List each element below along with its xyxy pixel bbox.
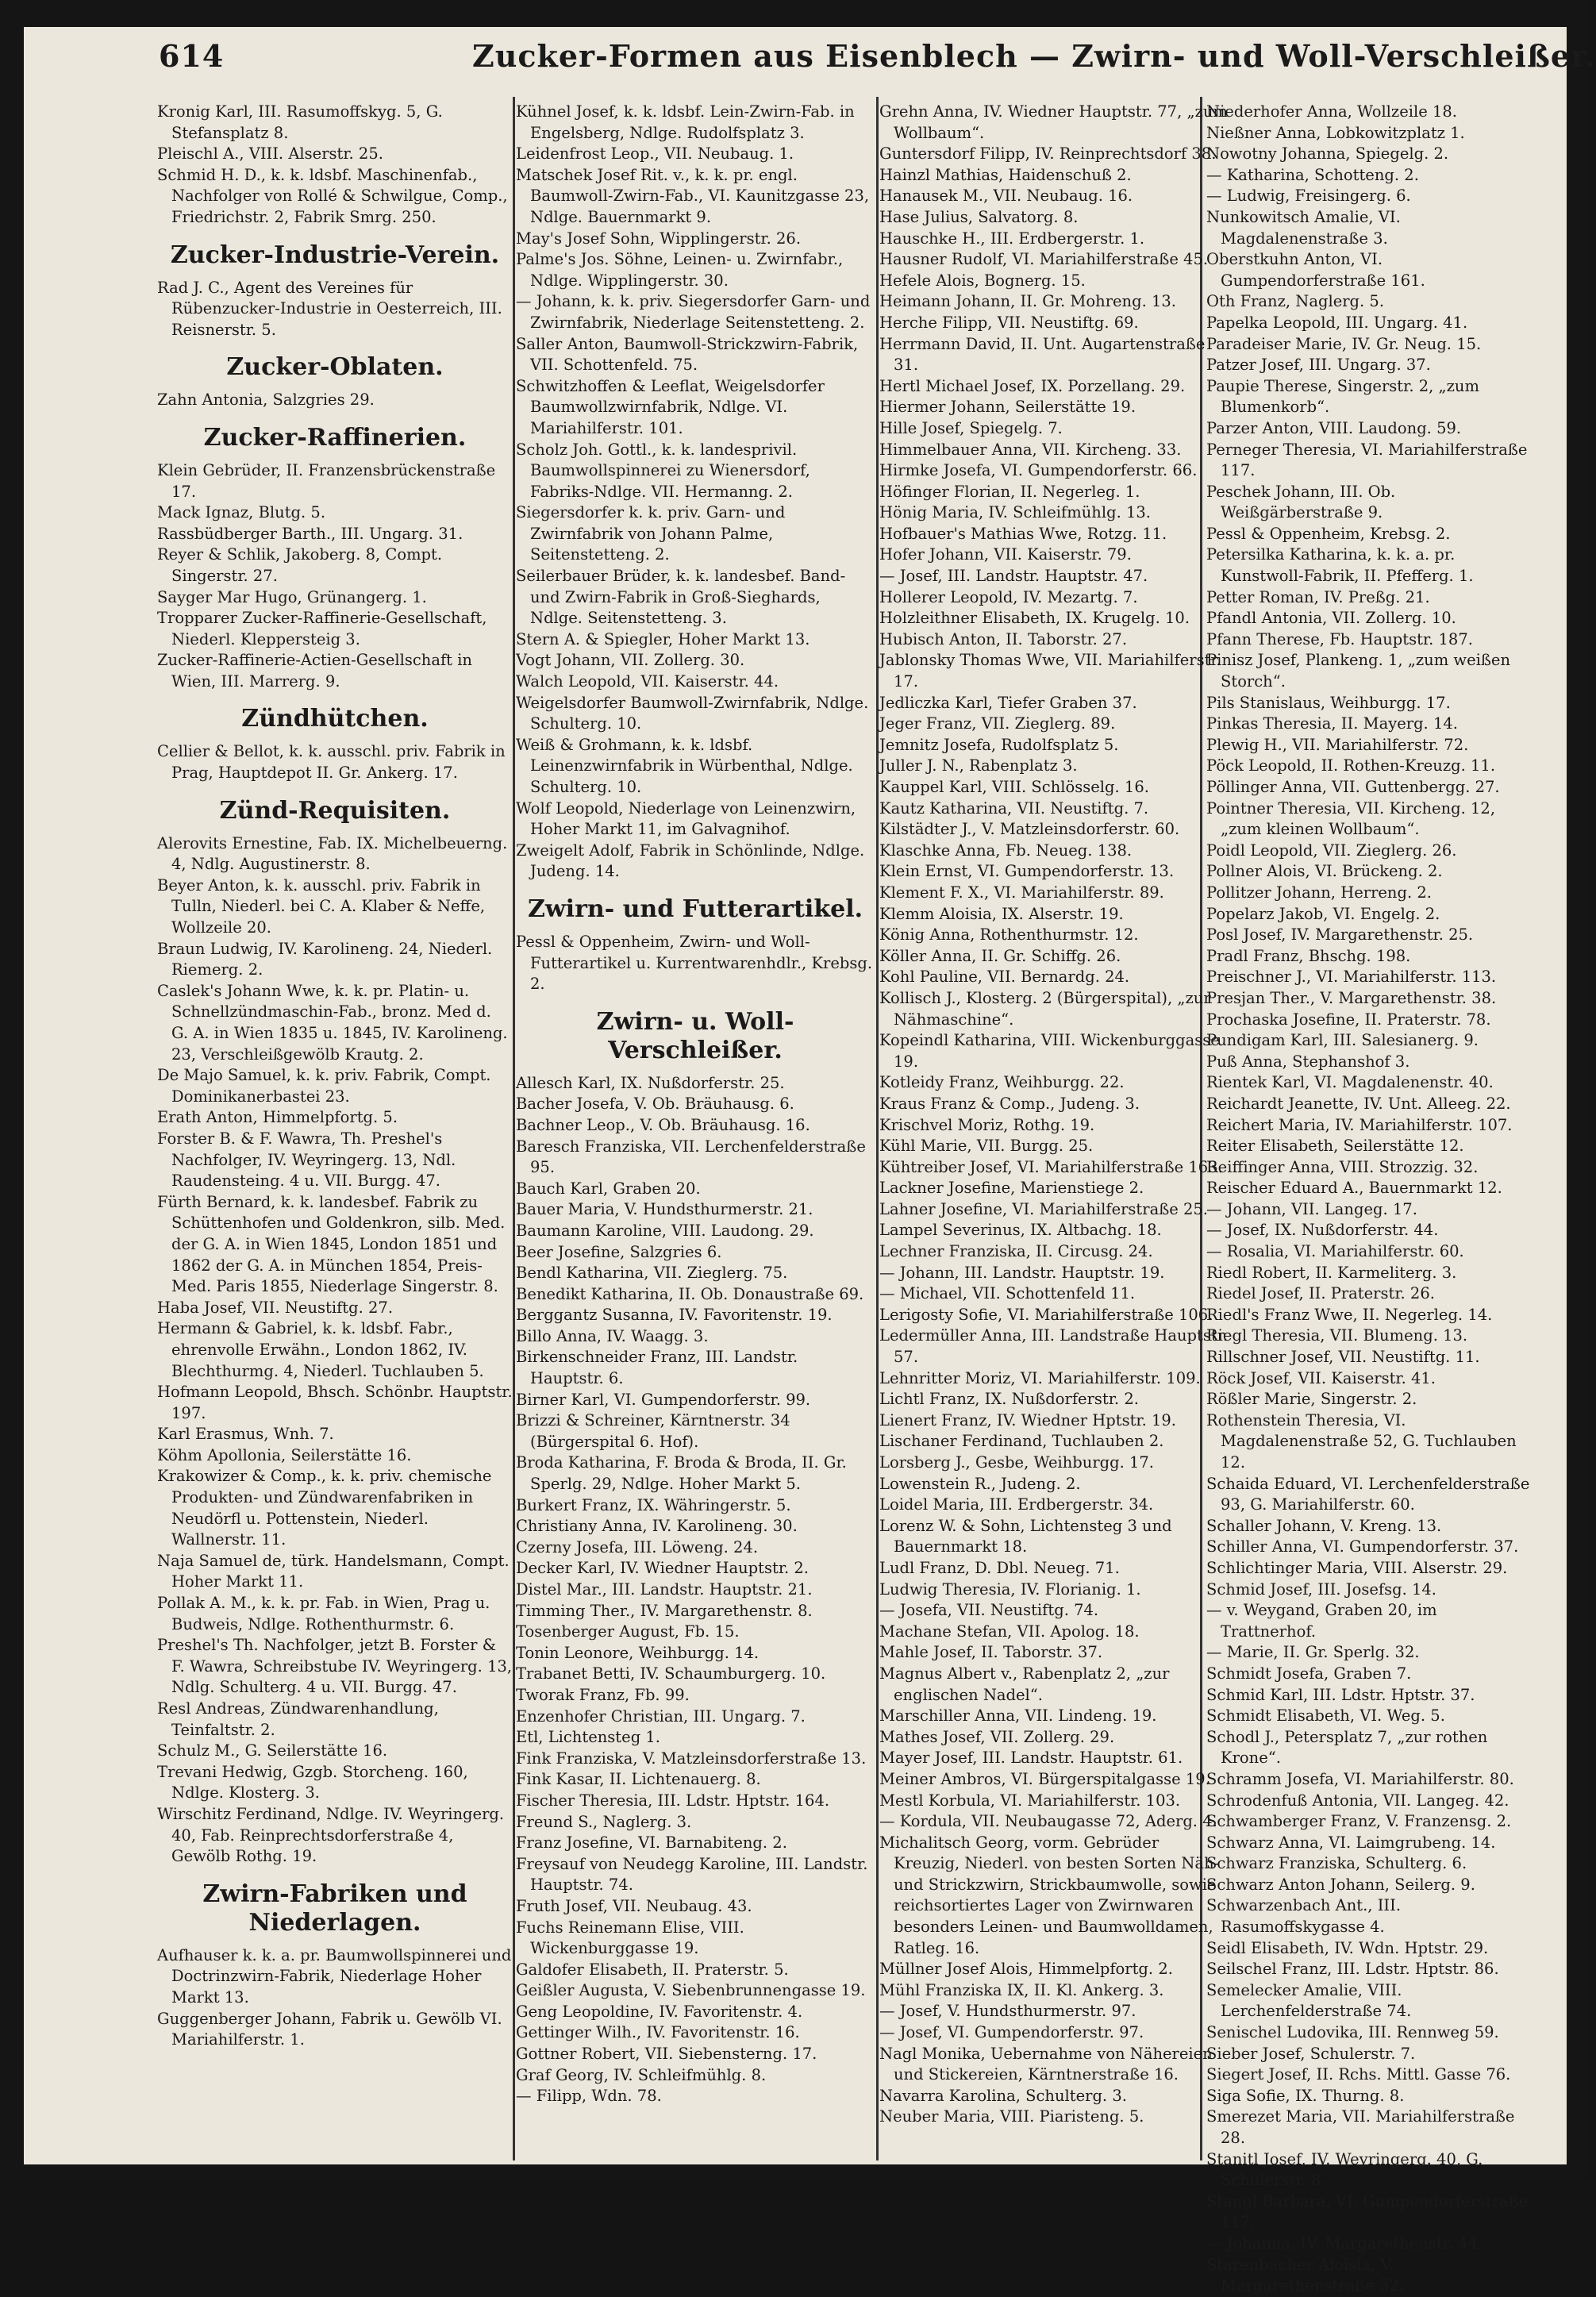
directory-entry: Kühl Marie, VII. Burgg. 25. [879, 1137, 1094, 1156]
directory-entry: Karl Erasmus, Wnh. 7. [157, 1425, 334, 1444]
directory-entry: Stern A. & Spiegler, Hoher Markt 13. [516, 629, 810, 648]
directory-entry: Hausner Rudolf, VI. Mariahilferstraße 45. [879, 250, 1209, 269]
page-header [159, 38, 1596, 83]
directory-entry: — Rosalia, VI. Mariahilferstr. 60. [1206, 1242, 1464, 1261]
directory-entry: Gottner Robert, VII. Siebensterng. 17. [516, 2045, 817, 2064]
directory-entry: Kautz Katharina, VII. Neustiftg. 7. [879, 798, 1149, 818]
directory-entry: Röck Josef, VII. Kaiserstr. 41. [1206, 1368, 1436, 1387]
directory-entry: Schlichtinger Maria, VIII. Alserstr. 29. [1206, 1558, 1508, 1577]
directory-entry: Hanausek M., VII. Neubaug. 16. [879, 187, 1133, 206]
directory-entry: Broda Katharina, F. Broda & Broda, II. Gr. Sperlg. 29, Ndlge. Hoher Markt 5. [516, 1453, 847, 1494]
directory-entry: Pointner Theresia, VII. Kircheng. 12, „zum kleinen Wollbaum“. [1206, 798, 1496, 839]
directory-entry: Riedl Robert, II. Karmeliterg. 3. [1206, 1263, 1457, 1282]
running-title: Zucker-Formen aus Eisenblech — Zwirn- und Woll-Verschleißer. [472, 38, 1596, 74]
directory-entry: Jablonsky Thomas Wwe, VII. Mariahilferstr. 17. [879, 651, 1221, 691]
directory-entry: Reiter Elisabeth, Seilerstätte 12. [1206, 1137, 1464, 1156]
directory-entry: Kraus Franz & Comp., Judeng. 3. [879, 1094, 1140, 1113]
directory-entry: Rothenstein Theresia, VI. Magdalenenstraße 52, G. Tuchlauben 12. [1206, 1410, 1517, 1472]
directory-entry: Holzleithner Elisabeth, IX. Krugelg. 10. [879, 609, 1190, 628]
directory-entry: Lackner Josefine, Marienstiege 2. [879, 1179, 1144, 1198]
directory-entry: Kühtreiber Josef, VI. Mariahilferstraße 163. [879, 1157, 1223, 1176]
directory-entry: Pinkas Theresia, II. Mayerg. 14. [1206, 714, 1458, 733]
directory-entry: — Kordula, VII. Neubaugasse 72, Aderg. 4. [879, 1812, 1217, 1831]
directory-entry: Heimann Johann, II. Gr. Mohreng. 13. [879, 292, 1177, 311]
directory-entry: Krakowizer & Comp., k. k. priv. chemische Produkten- und Zündwarenfabriken in Neudörfl u. Pottenstein, Niederl. Wallnerstr. 11. [157, 1467, 492, 1549]
directory-entry: Plewig H., VII. Mariahilferstr. 72. [1206, 735, 1469, 754]
directory-entry: Birner Karl, VI. Gumpendorferstr. 99. [516, 1390, 811, 1409]
directory-entry: — Filipp, Wdn. 78. [516, 2087, 662, 2106]
directory-entry: Rientek Karl, VI. Magdalenenstr. 40. [1206, 1073, 1494, 1092]
directory-entry: Riegl Theresia, VII. Blumeng. 13. [1206, 1326, 1468, 1345]
directory-entry: Parzer Anton, VIII. Laudong. 59. [1206, 418, 1462, 437]
directory-entry: Senischel Ludovika, III. Rennweg 59. [1206, 2023, 1499, 2042]
directory-entry: König Anna, Rothenthurmstr. 12. [879, 925, 1139, 945]
directory-entry: Pils Stanislaus, Weihburgg. 17. [1206, 693, 1451, 712]
directory-entry: Fischer Theresia, III. Ldstr. Hptstr. 164. [516, 1791, 830, 1810]
directory-entry: Ledermüller Anna, III. Landstraße Hauptstr. 57. [879, 1326, 1229, 1367]
directory-entry: Poidl Leopold, VII. Zieglerg. 26. [1206, 841, 1457, 860]
directory-entry: Reichert Maria, IV. Mariahilferstr. 107. [1206, 1115, 1513, 1134]
directory-entry: Trevani Hedwig, Gzgb. Storcheng. 160, Ndlge. Klosterg. 3. [157, 1762, 468, 1803]
directory-entry: Galdofer Elisabeth, II. Praterstr. 5. [516, 1960, 789, 1979]
directory-entry: Seilerbauer Brüder, k. k. landesbef. Band- und Zwirn-Fabrik in Groß-Sieghards, Ndlge. Seitenstetteng. 3. [516, 567, 846, 628]
directory-entry: Klaschke Anna, Fb. Neueg. 138. [879, 841, 1133, 860]
directory-entry: Trabanet Betti, IV. Schaumburgerg. 10. [516, 1664, 826, 1683]
directory-entry: Zahn Antonia, Salzgries 29. [157, 391, 375, 410]
directory-entry: Sieber Josef, Schulerstr. 7. [1206, 2044, 1416, 2063]
directory-entry: Hiermer Johann, Seilerstätte 19. [879, 398, 1136, 417]
directory-entry: Nießner Anna, Lobkowitzplatz 1. [1206, 123, 1465, 142]
directory-entry: Reichardt Jeanette, IV. Unt. Alleeg. 22. [1206, 1094, 1511, 1113]
directory-entry: Kotleidy Franz, Weihburgg. 22. [879, 1073, 1125, 1092]
directory-entry: Pollner Alois, VI. Brückeng. 2. [1206, 862, 1443, 881]
directory-entry: Vogt Johann, VII. Zollerg. 30. [516, 651, 745, 670]
directory-entry: Graf Georg, IV. Schleifmühlg. 8. [516, 2065, 767, 2084]
directory-entry: Juller J. N., Rabenplatz 3. [879, 756, 1078, 775]
directory-entry: Seidl Elisabeth, IV. Wdn. Hptstr. 29. [1206, 1938, 1489, 1957]
directory-entry: Baresch Franziska, VII. Lerchenfelderstraße 95. [516, 1137, 866, 1177]
directory-entry: Timming Ther., IV. Margarethenstr. 8. [516, 1601, 813, 1620]
directory-entry: Mahle Josef, II. Taborstr. 37. [879, 1643, 1103, 1662]
directory-entry: Wolf Leopold, Niederlage von Leinenzwirn, Hoher Markt 11, im Galvagnihof. [516, 798, 856, 839]
column-divider [513, 97, 515, 2160]
directory-entry: Rößler Marie, Singerstr. 2. [1206, 1390, 1417, 1409]
directory-entry: Peschek Johann, III. Ob. Weißgärberstraße 9. [1206, 482, 1396, 522]
directory-entry: Aufhauser k. k. a. pr. Baumwollspinnerei und Doctrinzwirn-Fabrik, Niederlage Hoher Markt 13. [157, 1945, 512, 2007]
directory-entry: Schaida Eduard, VI. Lerchenfelderstraße 93, G. Mariahilferstr. 60. [1206, 1474, 1530, 1514]
directory-entry: Mestl Korbula, VI. Mariahilferstr. 103. [879, 1791, 1181, 1810]
directory-entry: Lorsberg J., Gesbe, Weihburgg. 17. [879, 1453, 1155, 1472]
directory-entry: Rassbüdberger Barth., III. Ungarg. 31. [157, 524, 463, 543]
directory-entry: Kühnel Josef, k. k. ldsbf. Lein-Zwirn-Fab. in Engelsberg, Ndlge. Rudolfsplatz 3. [516, 102, 855, 142]
directory-entry: Kronig Karl, III. Rasumoffskyg. 5, G. Stefansplatz 8. [157, 102, 443, 142]
directory-entry: Hille Josef, Spiegelg. 7. [879, 418, 1063, 437]
directory-entry: — Josefa, VII. Neustiftg. 74. [879, 1601, 1099, 1620]
directory-entry: Bauer Maria, V. Hundsthurmerstr. 21. [516, 1200, 813, 1219]
section-heading: Zwirn-Fabriken und Niederlagen. [202, 1880, 467, 1937]
directory-entry: Höfinger Florian, II. Negerleg. 1. [879, 482, 1140, 501]
directory-entry: Czerny Josefa, III. Löweng. 24. [516, 1537, 759, 1556]
directory-entry: Lowenstein R., Judeng. 2. [879, 1474, 1081, 1493]
directory-entry: Semelecker Amalie, VIII. Lerchenfelderstraße 74. [1206, 1980, 1412, 2021]
directory-entry: Sayger Mar Hugo, Grünangerg. 1. [157, 587, 427, 606]
directory-entry: Kohl Pauline, VII. Bernardg. 24. [879, 968, 1130, 987]
directory-entry: Hefele Alois, Bognerg. 15. [879, 271, 1086, 290]
directory-entry: Köhm Apollonia, Seilerstätte 16. [157, 1445, 412, 1464]
directory-entry: Machane Stefan, VII. Apolog. 18. [879, 1622, 1140, 1641]
directory-entry: Schmid Josef, III. Josefsg. 14. [1206, 1579, 1436, 1599]
directory-entry: Beer Josefine, Salzgries 6. [516, 1242, 722, 1261]
directory-entry: Benedikt Katharina, II. Ob. Donaustraße 69. [516, 1284, 864, 1303]
directory-entry: Saller Anton, Baumwoll-Strickzwirn-Fabrik, VII. Schottenfeld. 75. [516, 334, 859, 375]
directory-entry: Fink Franziska, V. Matzleinsdorferstraße 13. [516, 1749, 867, 1768]
directory-entry: Navarra Karolina, Schulterg. 3. [879, 2086, 1127, 2105]
directory-entry: Scholz Joh. Gottl., k. k. landesprivil. Baumwollspinnerei zu Wienersdorf, Fabriks-Ndlge. VII. Hermanng. 2. [516, 440, 810, 501]
directory-entry: Pessl & Oppenheim, Krebsg. 2. [1206, 524, 1451, 543]
column-4 [1206, 102, 1536, 2295]
directory-entry: Matschek Josef Rit. v., k. k. pr. engl. Baumwoll-Zwirn-Fab., VI. Kaunitzgasse 23, Ndlge. Bauernmarkt 9. [516, 165, 870, 226]
directory-entry: Starenbacher Aloisia, V. Margarethenstraße 52. [1206, 2255, 1404, 2295]
directory-entry: Schwarz Franziska, Schulterg. 6. [1206, 1854, 1467, 1873]
directory-entry: Hofer Johann, VII. Kaiserstr. 79. [879, 545, 1132, 564]
directory-entry: — Johann, k. k. priv. Siegersdorfer Garn- und Zwirnfabrik, Niederlage Seitenstetteng. 2. [516, 292, 871, 332]
directory-entry: Allesch Karl, IX. Nußdorferstr. 25. [516, 1073, 785, 1092]
directory-entry: Brizzi & Schreiner, Kärntnerstr. 34 (Bürgerspital 6. Hof). [516, 1411, 790, 1451]
directory-entry: — Josef, VI. Gumpendorferstr. 97. [879, 2023, 1144, 2042]
directory-entry: Schrodenfuß Antonia, VII. Langeg. 42. [1206, 1791, 1509, 1810]
directory-entry: Pessl & Oppenheim, Zwirn- und Woll-Futterartikel u. Kurrentwarenhdlr., Krebsg. 2. [516, 932, 873, 994]
directory-entry: Reiffinger Anna, VIII. Strozzig. 32. [1206, 1157, 1479, 1176]
directory-entry: Tworak Franz, Fb. 99. [516, 1685, 690, 1704]
directory-entry: Prochaska Josefine, II. Praterstr. 78. [1206, 1010, 1491, 1029]
directory-entry: Wirschitz Ferdinand, Ndlge. IV. Weyringerg. 40, Fab. Reinprechtsdorferstraße 4, Gewölb Rothg. 19. [157, 1804, 505, 1866]
directory-entry: Hönig Maria, IV. Schleifmühlg. 13. [879, 503, 1151, 522]
directory-entry: Kilstädter J., V. Matzleinsdorferstr. 60. [879, 820, 1180, 839]
directory-entry: Schiller Anna, VI. Gumpendorferstr. 37. [1206, 1537, 1519, 1556]
directory-entry: Marschiller Anna, VII. Lindeng. 19. [879, 1706, 1157, 1726]
directory-entry: Beyer Anton, k. k. ausschl. priv. Fabrik in Tulln, Niederl. bei C. A. Klaber & Neffe, Wollzeile 20. [157, 875, 486, 937]
section-heading: Zwirn- u. Woll-Verschleißer. [596, 1007, 794, 1064]
directory-entry: Müllner Josef Alois, Himmelpfortg. 2. [879, 1960, 1173, 1979]
directory-entry: Kauppel Karl, VIII. Schlösselg. 16. [879, 778, 1149, 796]
directory-entry: Leidenfrost Leop., VII. Neubaug. 1. [516, 144, 794, 164]
directory-entry: Nunkowitsch Amalie, VI. Magdalenenstraße 3. [1206, 207, 1401, 248]
directory-entry: Hofbauer's Mathias Wwe, Rotzg. 11. [879, 524, 1167, 543]
directory-entry: Himmelbauer Anna, VII. Kircheng. 33. [879, 440, 1182, 459]
directory-entry: Zweigelt Adolf, Fabrik in Schönlinde, Ndlge. Judeng. 14. [516, 841, 865, 881]
directory-entry: Petersilka Katharina, k. k. a. pr. Kunstwoll-Fabrik, II. Pfefferg. 1. [1206, 545, 1474, 586]
directory-entry: Schmid H. D., k. k. ldsbf. Maschinenfab., Nachfolger von Rollé & Schwilgue, Comp., Friedrichstr. 2, Fabrik Smrg. 250. [157, 165, 508, 226]
directory-entry: Presjan Ther., V. Margarethenstr. 38. [1206, 988, 1497, 1007]
directory-entry: Lahner Josefine, VI. Mariahilferstraße 25. [879, 1199, 1208, 1218]
directory-entry: Baumann Karoline, VIII. Laudong. 29. [516, 1221, 814, 1240]
directory-entry: Birkenschneider Franz, III. Landstr. Hauptstr. 6. [516, 1348, 798, 1388]
directory-entry: De Majo Samuel, k. k. priv. Fabrik, Compt. Dominikanerbastei 23. [157, 1066, 491, 1106]
directory-entry: Petter Roman, IV. Preßg. 21. [1206, 587, 1430, 606]
directory-entry: Hollerer Leopold, IV. Mezartg. 7. [879, 587, 1138, 606]
directory-entry: Zucker-Raffinerie-Actien-Gesellschaft in Wien, III. Marrerg. 9. [157, 651, 472, 691]
directory-entry: — Josef, V. Hundsthurmerstr. 97. [879, 2002, 1136, 2021]
directory-entry: Enzenhofer Christian, III. Ungarg. 7. [516, 1706, 806, 1726]
column-2 [516, 102, 875, 2153]
directory-entry: Schwitzhoffen & Leeflat, Weigelsdorfer Baumwollzwirnfabrik, Ndlge. VI. Mariahilferstr. 101. [516, 376, 825, 437]
column-divider [876, 97, 879, 2160]
directory-entry: Schaller Johann, V. Kreng. 13. [1206, 1516, 1442, 1535]
directory-entry: Etl, Lichtensteg 1. [516, 1728, 660, 1747]
directory-entry: — Johanna, IV. Margarethenstr. 44. [1206, 2234, 1483, 2253]
directory-entry: Guggenberger Johann, Fabrik u. Gewölb VI. Mariahilferstr. 1. [157, 2009, 502, 2049]
directory-entry: Decker Karl, IV. Wiedner Hauptstr. 2. [516, 1559, 810, 1578]
directory-entry: Paupie Therese, Singerstr. 2, „zum Blumenkorb“. [1206, 376, 1479, 417]
directory-entry: Pöllinger Anna, VII. Guttenbergg. 27. [1206, 778, 1500, 796]
directory-entry: Niederhofer Anna, Wollzeile 18. [1206, 102, 1457, 121]
directory-entry: Pfann Therese, Fb. Hauptstr. 187. [1206, 629, 1473, 648]
directory-entry: Mathes Josef, VII. Zollerg. 29. [879, 1727, 1115, 1746]
directory-entry: Loidel Maria, III. Erdbergerstr. 34. [879, 1495, 1154, 1514]
directory-entry: Michalitsch Georg, vorm. Gebrüder Kreuzig, Niederl. von besten Sorten Näh- und Strickzwirn, Strickbaumwolle, sowie reichsortiertes Lager von Zwirnwaren besonders Leinen- und Baumwolldamen, Ratleg. 16. [879, 1833, 1220, 1957]
directory-entry: Oberstkuhn Anton, VI. Gumpendorferstraße 161. [1206, 250, 1425, 290]
directory-entry: Ludl Franz, D. Dbl. Neueg. 71. [879, 1558, 1120, 1577]
section-heading: Zucker-Raffinerien. [203, 423, 467, 452]
directory-entry: Lehnritter Moriz, VI. Mariahilferstr. 109. [879, 1368, 1201, 1387]
directory-entry: Cellier & Bellot, k. k. ausschl. priv. Fabrik in Prag, Hauptdepot II. Gr. Ankerg. 17. [157, 742, 506, 783]
directory-entry: Resl Andreas, Zündwarenhandlung, Teinfaltstr. 2. [157, 1699, 439, 1739]
directory-entry: Pöck Leopold, II. Rothen-Kreuzg. 11. [1206, 756, 1496, 775]
directory-entry: Fruth Josef, VII. Neubaug. 43. [516, 1896, 752, 1915]
directory-entry: Franz Josefine, VI. Barnabiteng. 2. [516, 1833, 787, 1853]
directory-entry: Christiany Anna, IV. Karolineng. 30. [516, 1517, 798, 1536]
directory-entry: Siegert Josef, II. Rchs. Mittl. Gasse 76. [1206, 2065, 1511, 2084]
directory-entry: Freund S., Naglerg. 3. [516, 1812, 692, 1831]
directory-entry: Alerovits Ernestine, Fab. IX. Michelbeuerng. 4, Ndlg. Augustinerstr. 8. [157, 833, 508, 874]
column-1 [157, 102, 513, 2153]
directory-entry: Erath Anton, Himmelpfortg. 5. [157, 1108, 398, 1127]
directory-entry: Freysauf von Neudegg Karoline, III. Landstr. Hauptstr. 74. [516, 1854, 868, 1895]
directory-entry: Pollak A. M., k. k. pr. Fab. in Wien, Prag u. Budweis, Ndlge. Rothenthurmstr. 6. [157, 1594, 490, 1633]
directory-entry: Burkert Franz, IX. Währingerstr. 5. [516, 1495, 791, 1514]
directory-entry: Hase Julius, Salvatorg. 8. [879, 207, 1079, 226]
directory-entry: Lerigosty Sofie, VI. Mariahilferstraße 106. [879, 1305, 1213, 1324]
directory-entry: Weiß & Grohmann, k. k. ldsbf. Leinenzwirnfabrik in Würbenthal, Ndlge. Schulterg. 10. [516, 735, 853, 796]
directory-entry: Tosenberger August, Fb. 15. [516, 1622, 740, 1641]
directory-entry: Schulz M., G. Seilerstätte 16. [157, 1741, 388, 1760]
directory-entry: Gettinger Wilh., IV. Favoritenstr. 16. [516, 2023, 800, 2042]
directory-entry: Fink Kasar, II. Lichtenauerg. 8. [516, 1770, 761, 1789]
directory-entry: Papelka Leopold, III. Ungarg. 41. [1206, 313, 1468, 332]
directory-entry: Popelarz Jakob, VI. Engelg. 2. [1206, 904, 1440, 923]
directory-entry: Geißler Augusta, V. Siebenbrunnengasse 19. [516, 1981, 866, 2000]
directory-entry: Siegersdorfer k. k. priv. Garn- und Zwirnfabrik von Johann Palme, Seitenstetteng. 2. [516, 503, 786, 564]
directory-entry: Hainzl Mathias, Haidenschuß 2. [879, 165, 1132, 184]
directory-entry: Lischaner Ferdinand, Tuchlauben 2. [879, 1432, 1164, 1451]
directory-entry: Mack Ignaz, Blutg. 5. [157, 503, 326, 522]
directory-entry: Riedel Josef, II. Praterstr. 26. [1206, 1284, 1435, 1303]
directory-entry: Naja Samuel de, türk. Handelsmann, Compt. Hoher Markt 11. [157, 1551, 510, 1591]
directory-entry: Mühl Franziska IX, II. Kl. Ankerg. 3. [879, 1980, 1164, 1999]
directory-entry: Guntersdorf Filipp, IV. Reinprechtsdorf 38. [879, 144, 1217, 164]
directory-entry: Caslek's Johann Wwe, k. k. pr. Platin- u. Schnellzündmaschin-Fab., bronz. Med d. G. A. in Wien 1835 u. 1845, IV. Karolineng. 23, Verschleißgewölb Krautg. 2. [157, 981, 508, 1064]
directory-entry: — Michael, VII. Schottenfeld 11. [879, 1284, 1136, 1303]
directory-entry: Schmidt Josefa, Graben 7. [1206, 1664, 1412, 1683]
directory-entry: Fuchs Reinemann Elise, VIII. Wickenburggasse 19. [516, 1918, 744, 1958]
directory-entry: Hofmann Leopold, Bhsch. Schönbr. Hauptstr. 197. [157, 1383, 513, 1422]
directory-entry: Herche Filipp, VII. Neustiftg. 69. [879, 313, 1139, 332]
directory-entry: Pfandl Antonia, VII. Zollerg. 10. [1206, 609, 1456, 628]
directory-entry: Jedliczka Karl, Tiefer Graben 37. [879, 693, 1137, 712]
directory-entry: Billo Anna, IV. Waagg. 3. [516, 1326, 709, 1345]
directory-entry: Pinisz Josef, Plankeng. 1, „zum weißen Storch“. [1206, 651, 1511, 691]
directory-entry: Bachner Leop., V. Ob. Bräuhausg. 16. [516, 1115, 810, 1134]
directory-entry: Kopeindl Katharina, VIII. Wickenburggasse 19. [879, 1031, 1220, 1071]
directory-entry: Pleischl A., VIII. Alserstr. 25. [157, 144, 383, 164]
section-heading: Zucker-Industrie-Verein. [170, 240, 500, 269]
directory-entry: Hauschke H., III. Erdbergerstr. 1. [879, 229, 1145, 248]
section-heading: Zucker-Oblaten. [226, 353, 444, 382]
directory-entry: Stanitl Josef, IV. Weyringerg. 40, G. Schulerstr. 8. [1206, 2149, 1483, 2190]
directory-entry: Schwamberger Franz, V. Franzensg. 2. [1206, 1812, 1512, 1831]
directory-entry: Palme's Jos. Söhne, Leinen- u. Zwirnfabr., Ndlge. Wipplingerstr. 30. [516, 250, 844, 290]
directory-entry: Lechner Franziska, II. Circusg. 24. [879, 1242, 1153, 1261]
directory-entry: Lichtl Franz, IX. Nußdorferstr. 2. [879, 1390, 1139, 1409]
directory-entry: Geng Leopoldine, IV. Favoritenstr. 4. [516, 2002, 803, 2021]
section-heading: Zwirn- und Futterartikel. [527, 895, 863, 923]
directory-entry: Hirmke Josefa, VI. Gumpendorferstr. 66. [879, 461, 1198, 480]
directory-entry: Weigelsdorfer Baumwoll-Zwirnfabrik, Ndlge. Schulterg. 10. [516, 693, 869, 733]
directory-entry: Ludwig Theresia, IV. Florianig. 1. [879, 1579, 1141, 1599]
directory-entry: Siga Sofie, IX. Thurng. 8. [1206, 2086, 1405, 2105]
directory-entry: Bauch Karl, Graben 20. [516, 1179, 701, 1198]
directory-entry: — Ludwig, Freisingerg. 6. [1206, 187, 1411, 206]
directory-entry: — Johann, III. Landstr. Hauptstr. 19. [879, 1263, 1165, 1282]
directory-entry: Mayer Josef, III. Landstr. Hauptstr. 61. [879, 1749, 1183, 1768]
directory-entry: — Josef, IX. Nußdorferstr. 44. [1206, 1221, 1439, 1240]
directory-entry: Lorenz W. & Sohn, Lichtensteg 3 und Bauernmarkt 18. [879, 1516, 1172, 1556]
directory-entry: Lienert Franz, IV. Wiedner Hptstr. 19. [879, 1410, 1176, 1429]
directory-entry: Lampel Severinus, IX. Altbachg. 18. [879, 1221, 1162, 1240]
directory-entry: Tropparer Zucker-Raffinerie-Gesellschaft, Niederl. Kleppersteig 3. [157, 609, 487, 648]
directory-entry: Perneger Theresia, VI. Mariahilferstraße 117. [1206, 440, 1528, 480]
scan-border-top [0, 0, 1587, 27]
directory-entry: Klemm Aloisia, IX. Alserstr. 19. [879, 904, 1124, 923]
directory-entry: Neuber Maria, VIII. Piaristeng. 5. [879, 2107, 1144, 2126]
directory-entry: Bendl Katharina, VII. Zieglerg. 75. [516, 1264, 788, 1283]
section-heading: Zünd-Requisiten. [219, 796, 451, 825]
directory-entry: Nowotny Johanna, Spiegelg. 2. [1206, 144, 1449, 164]
directory-entry: — Johann, VII. Langeg. 17. [1206, 1199, 1417, 1218]
directory-entry: Fürth Bernard, k. k. landesbef. Fabrik zu Schüttenhofen und Goldenkron, silb. Med. der G. A. in Wien 1845, London 1851 und 1862 der G. A. in München 1854, Preis-Med. Paris 1855, Niederlage Singerstr. 8. [157, 1192, 506, 1296]
directory-entry: Kollisch J., Klosterg. 2 (Bürgerspital), „zur Nähmaschine“. [879, 988, 1211, 1029]
directory-entry: Haba Josef, VII. Neustiftg. 27. [157, 1298, 394, 1317]
directory-entry: Klein Ernst, VI. Gumpendorferstr. 13. [879, 862, 1175, 881]
directory-entry: Seilschel Franz, III. Ldstr. Hptstr. 86. [1206, 1960, 1499, 1979]
directory-entry: Magnus Albert v., Rabenplatz 2, „zur englischen Nadel“. [879, 1664, 1170, 1704]
directory-entry: Schwarz Anton Johann, Seilerg. 9. [1206, 1875, 1475, 1894]
directory-entry: Grehn Anna, IV. Wiedner Hauptstr. 77, „zum Wollbaum“. [879, 102, 1228, 142]
directory-entry: Pradl Franz, Bhschg. 198. [1206, 946, 1411, 965]
directory-entry: Krischvel Moriz, Rothg. 19. [879, 1115, 1095, 1134]
page-number: 614 [159, 38, 225, 74]
directory-entry: Schramm Josefa, VI. Mariahilferstr. 80. [1206, 1769, 1514, 1788]
directory-entry: Rillschner Josef, VII. Neustiftg. 11. [1206, 1348, 1480, 1367]
directory-entry: Distel Mar., III. Landstr. Hauptstr. 21. [516, 1580, 813, 1599]
directory-entry: — Josef, III. Landstr. Hauptstr. 47. [879, 567, 1148, 586]
section-heading: Zündhütchen. [241, 705, 429, 733]
directory-entry: Paradeiser Marie, IV. Gr. Neug. 15. [1206, 334, 1482, 353]
directory-entry: Rad J. C., Agent des Vereines für Rübenzucker-Industrie in Oesterreich, III. Reisnerstr. 5. [157, 278, 502, 339]
directory-entry: Jeger Franz, VII. Zieglerg. 89. [879, 714, 1116, 733]
directory-entry: Hubisch Anton, II. Taborstr. 27. [879, 629, 1128, 648]
scan-border-right [1567, 0, 1587, 2180]
directory-entry: Herrmann David, II. Unt. Augartenstraße 31. [879, 334, 1206, 375]
directory-entry: Reyer & Schlik, Jakoberg. 8, Compt. Singerstr. 27. [157, 545, 443, 585]
directory-entry: Meiner Ambros, VI. Bürgerspitalgasse 19. [879, 1769, 1210, 1788]
directory-entry: Schwarz Anna, VI. Laimgrubeng. 14. [1206, 1833, 1496, 1852]
directory-entry: Nagl Monika, Uebernahme von Nähereien und Stickereien, Kärntnerstraße 16. [879, 2044, 1213, 2084]
directory-entry: Schmidt Elisabeth, VI. Weg. 5. [1206, 1706, 1445, 1726]
directory-entry: Klement F. X., VI. Mariahilferstr. 89. [879, 883, 1164, 902]
directory-entry: Reischer Eduard A., Bauernmarkt 12. [1206, 1179, 1502, 1198]
directory-entry: Tonin Leonore, Weihburgg. 14. [516, 1643, 760, 1662]
directory-entry: — Katharina, Schotteng. 2. [1206, 165, 1419, 184]
scan-border-left [0, 0, 24, 2180]
directory-entry: Posl Josef, IV. Margarethenstr. 25. [1206, 925, 1474, 945]
directory-entry: Köller Anna, II. Gr. Schiffg. 26. [879, 946, 1121, 965]
directory-entry: Bacher Josefa, V. Ob. Bräuhausg. 6. [516, 1095, 794, 1114]
directory-entry: Berggantz Susanna, IV. Favoritenstr. 19. [516, 1306, 833, 1325]
directory-entry: Klein Gebrüder, II. Franzensbrückenstraße 17. [157, 460, 496, 501]
directory-entry: — Marie, II. Gr. Sperlg. 32. [1206, 1643, 1420, 1662]
directory-entry: Schwarzenbach Ant., III. Rasumoffskygasse 4. [1206, 1896, 1402, 1937]
directory-entry: Hertl Michael Josef, IX. Porzellang. 29. [879, 376, 1186, 395]
column-3 [879, 102, 1229, 2153]
directory-entry: Braun Ludwig, IV. Karolineng. 24, Niederl. Riemerg. 2. [157, 939, 493, 979]
directory-entry: Stangl Barbara, VI. Gumpendorferstraße 117. [1206, 2191, 1529, 2232]
directory-entry: Patzer Josef, III. Ungarg. 37. [1206, 356, 1431, 375]
directory-entry: Forster B. & F. Wawra, Th. Preshel's Nachfolger, IV. Weyringerg. 13, Ndl. Raudensteing. 4 u. VII. Burgg. 47. [157, 1129, 456, 1191]
directory-entry: Pundigam Karl, III. Salesianerg. 9. [1206, 1031, 1479, 1050]
directory-entry: — v. Weygand, Graben 20, im Trattnerhof. [1206, 1601, 1437, 1641]
directory-entry: Jemnitz Josefa, Rudolfsplatz 5. [879, 735, 1119, 754]
directory-entry: Schodl J., Petersplatz 7, „zur rothen Krone“. [1206, 1727, 1488, 1768]
directory-entry: Puß Anna, Stephanshof 3. [1206, 1052, 1410, 1071]
directory-entry: Walch Leopold, VII. Kaiserstr. 44. [516, 672, 779, 691]
directory-entry: Preischner J., VI. Mariahilferstr. 113. [1206, 968, 1497, 987]
directory-entry: Riedl's Franz Wwe, II. Negerleg. 14. [1206, 1305, 1493, 1324]
directory-entry: May's Josef Sohn, Wipplingerstr. 26. [516, 229, 802, 248]
directory-entry: Hermann & Gabriel, k. k. ldsbf. Fabr., ehrenvolle Erwähn., London 1862, IV. Blechthurmg. 4, Niederl. Tuchlauben 5. [157, 1319, 484, 1380]
directory-entry: Schmid Karl, III. Ldstr. Hptstr. 37. [1206, 1685, 1475, 1704]
directory-entry: Pollitzer Johann, Herreng. 2. [1206, 883, 1432, 902]
directory-entry: Preshel's Th. Nachfolger, jetzt B. Forster & F. Wawra, Schreibstube IV. Weyringerg. 13, Ndlg. Schulterg. 4 u. VII. Burgg. 47. [157, 1636, 513, 1697]
directory-entry: Oth Franz, Naglerg. 5. [1206, 292, 1385, 311]
directory-entry: Smerezet Maria, VII. Mariahilferstraße 28. [1206, 2107, 1515, 2147]
